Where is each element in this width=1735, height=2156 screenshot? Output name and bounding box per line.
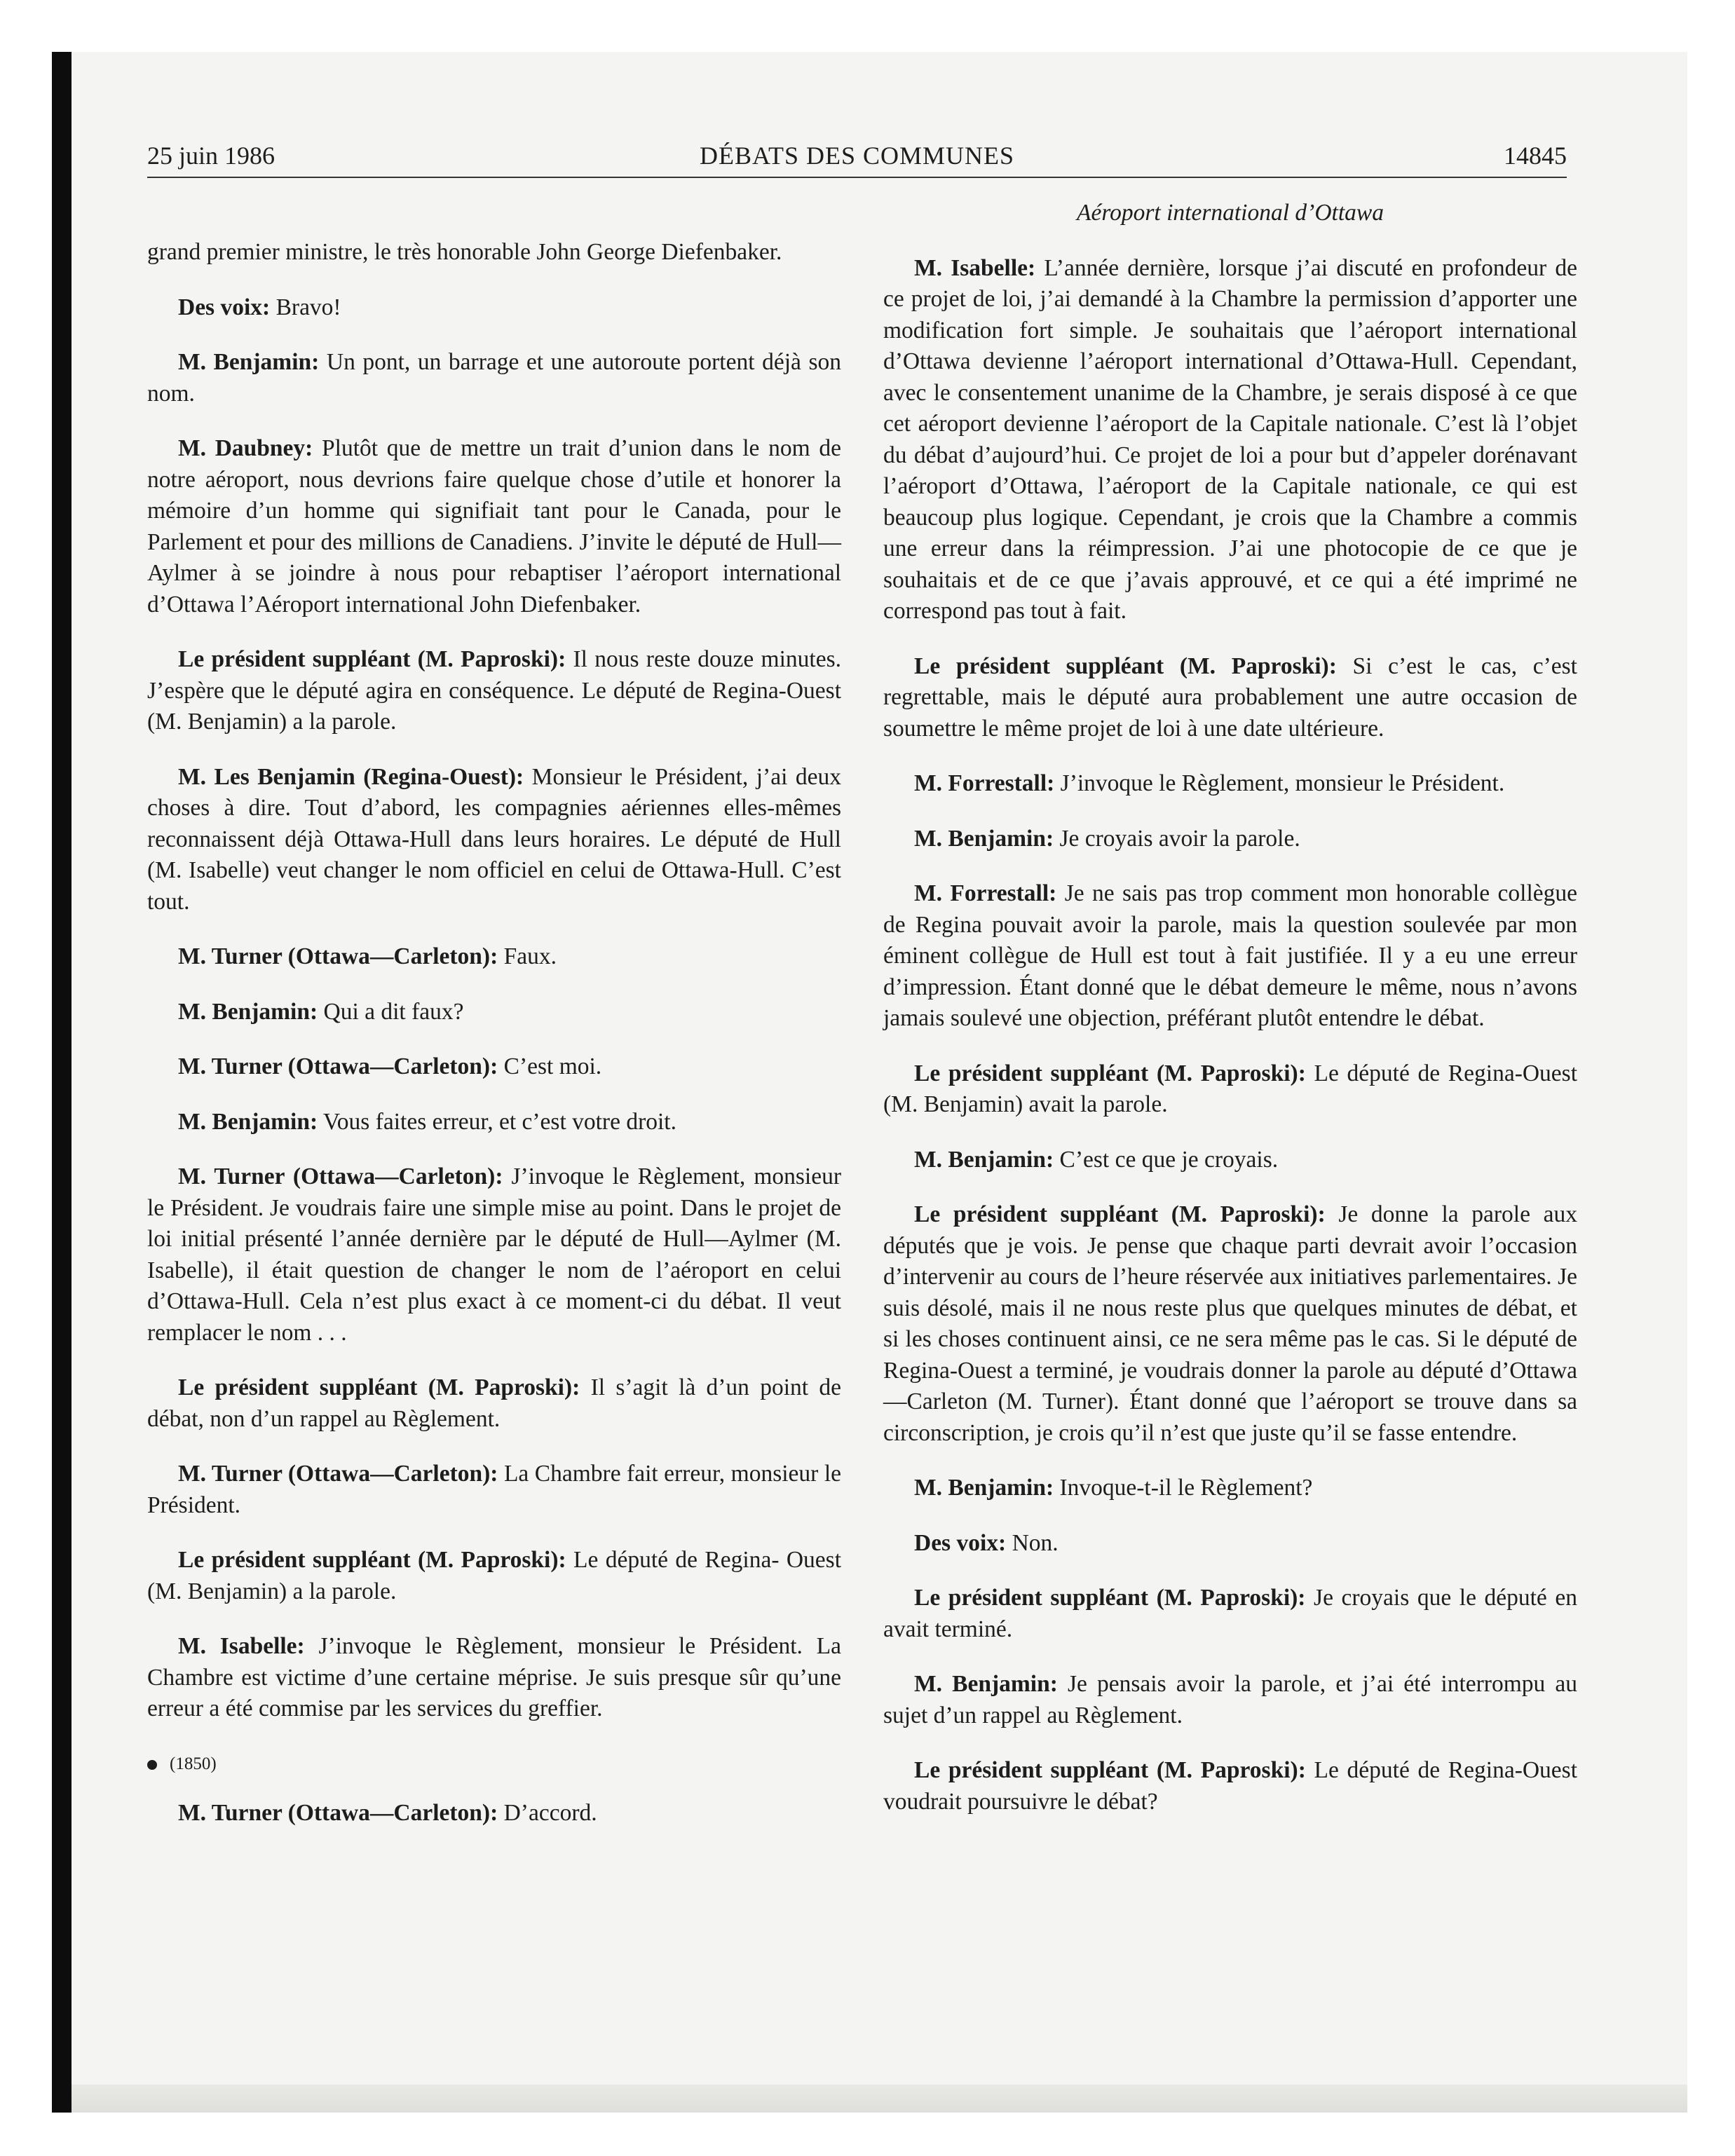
speech-text: Vous faites erreur, et c’est votre droit. [318,1108,676,1135]
speech-text: Le député de Regina-Ouest voudrait poursuivre le débat? [883,1757,1578,1815]
speech-text: Monsieur le Président, j’ai deux choses à dire. Tout d’abord, les compagnies aériennes elles-mêmes reconnaissent déjà Ottawa-Hull dans leurs horaires. Le député de Hull (M. Isabelle) veut changer le nom officiel en celui de Ottawa-Hull. C’est tout. [147,763,841,915]
speaker-name: Le président suppléant (M. Paproski): [178,1374,580,1400]
speech-paragraph [147,347,841,409]
speech-paragraph [883,878,1577,1035]
speech-paragraph [147,1798,841,1829]
speaker-name: M. Benjamin: [914,1475,1054,1501]
speech-paragraph [883,253,1577,627]
speaker-name: M. Turner (Ottawa—Carleton): [178,1053,498,1079]
speech-paragraph [147,292,841,324]
speech-text: C’est ce que je croyais. [1054,1146,1279,1173]
speaker-name: M. Isabelle: [914,254,1036,281]
speech-paragraph [147,941,841,973]
speech-paragraph [883,1669,1577,1731]
speaker-name: Le président suppléant (M. Paproski): [914,1585,1306,1611]
document-page [147,140,1578,2075]
header-page-number: 14845 [1504,142,1567,170]
speaker-name: M. Turner (Ottawa—Carleton): [178,1164,503,1189]
speaker-name: Le président suppléant (M. Paproski): [914,1757,1306,1783]
speaker-name: M. Benjamin: [914,1671,1058,1697]
speech-text: Faux. [498,943,557,969]
speaker-name: M. Forrestall: [914,770,1055,796]
speech-paragraph [883,1755,1577,1817]
speaker-name: M. Benjamin: [914,1146,1054,1173]
speech-text: Je donne la parole aux députés que je vois. Je pense que chaque parti devrait avoir l’occasion d’intervenir au cours de l’heure réservée aux initiatives parlementaires. Je suis désolé, mais il ne nous reste plus que quelques minutes de débat, et si les choses continuent ainsi, ce ne sera même pas le cas. Si le député de Regina-Ouest a terminé, je voudrais donner la parole au député d’Ottawa—Carleton (M. Turner). Étant donné que l’aéroport se trouve dans sa circonscription, je crois qu’il n’est que juste qu’il se fasse entendre. [883,1201,1577,1446]
speech-paragraph [883,1473,1577,1504]
speaker-name: M. Turner (Ottawa—Carleton): [178,1800,498,1826]
speaker-name: M. Benjamin: [178,1108,318,1135]
speech-text: D’accord. [498,1800,597,1826]
bullet-dot-icon [147,1760,157,1770]
speaker-name: M. Daubney: [178,435,313,461]
speech-text: Un pont, un barrage et une autoroute portent déjà son nom. [147,349,841,407]
speech-paragraph [147,1545,841,1607]
speech-paragraph [883,768,1577,800]
header-title: DÉBATS DES COMMUNES [699,142,1015,170]
speech-paragraph [147,1459,841,1521]
speech-paragraph [147,644,841,738]
speaker-name: M. Les Benjamin (Regina-Ouest): [178,763,524,790]
speech-text: J’invoque le Règlement, monsieur le Président. Je voudrais faire une simple mise au point. Dans le projet de loi initial présenté l’année dernière par le député de Hull—Aylmer (M. Isabelle), il était question de changer le nom de l’aéroport en celui d’Ottawa-Hull. Cela n’est plus exact à ce moment-ci du débat. Il veut remplacer le nom . . . [147,1164,841,1346]
speech-paragraph [883,1583,1577,1645]
speech-text: Plutôt que de mettre un trait d’union dans le nom de notre aéroport, nous devrions faire quelque chose d’utile et honorer la mémoire d’un homme qui signifiait tant pour le Canada, pour le Parlement et pour des millions de Canadiens. J’invite le député de Hull—Aylmer à se joindre à nous pour rebaptiser l’aéroport international d’Ottawa l’Aéroport international John Diefenbaker. [147,435,842,618]
speech-paragraph [147,762,841,918]
speech-text: Je croyais avoir la parole. [1054,825,1300,852]
speech-text: Qui a dit faux? [318,998,464,1025]
page-header [147,140,1567,178]
speech-paragraph [147,1372,841,1435]
speech-text: Le député de Regina-Ouest (M. Benjamin) avait la parole. [883,1060,1578,1117]
speech-paragraph [883,824,1577,855]
speech-text: L’année dernière, lorsque j’ai discuté en profondeur de ce projet de loi, j’ai demandé à la Chambre la permission d’apporter une modification fort simple. Je souhaitais que l’aéroport international d’Ottawa devienne l’aéroport international d’Ottawa-Hull. Cependant, avec le consentement unanime de la Chambre, je serais disposé à ce que cet aéroport devienne l’aéroport de la Capitale nationale. C’est là l’objet du débat d’aujourd’hui. Ce projet de loi a pour but d’appeler dorénavant l’aéroport d’Ottawa, l’aéroport de la Capitale nationale, ce qui est beaucoup plus logique. Cependant, je crois que la Chambre a commis une erreur dans la réimpression. J’ai une photocopie de ce que je souhaitais et de ce que j’avais approuvé, et ce qui a été imprimé ne correspond pas tout à fait. [883,254,1577,624]
header-date: 25 juin 1986 [147,142,275,170]
speech-paragraph [147,1051,841,1083]
speech-text: Je croyais que le député en avait terminé. [883,1585,1577,1642]
left-column [147,237,841,1853]
speech-text: Invoque-t-il le Règlement? [1054,1475,1313,1501]
speech-paragraph [883,1199,1577,1449]
speaker-name: Le président suppléant (M. Paproski): [914,1201,1326,1227]
time-marker-text: (1850) [170,1754,217,1773]
speech-paragraph [147,1161,841,1349]
speech-text: J’invoque le Règlement, monsieur le Président. La Chambre est victime d’une certaine méprise. Je suis presque sûr qu’une erreur a été commise par les services du greffier. [147,1633,841,1721]
speech-text: Il nous reste douze minutes. J’espère que le député agira en conséquence. Le député de Regina-Ouest (M. Benjamin) a la parole. [147,646,841,735]
speaker-name: Des voix: [178,294,271,320]
speech-paragraph [883,1145,1577,1176]
speech-paragraph [147,237,841,268]
time-marker [147,1749,841,1780]
speech-text: Non. [1006,1529,1059,1556]
speaker-name: M. Isabelle: [178,1633,305,1659]
speaker-name: M. Benjamin: [178,349,320,375]
speaker-name: M. Turner (Ottawa—Carleton): [178,943,498,969]
speech-paragraph [883,1058,1577,1121]
section-title: Aéroport international d’Ottawa [1077,200,1384,226]
speaker-name: M. Turner (Ottawa—Carleton): [178,1461,498,1487]
speaker-name: M. Benjamin: [914,825,1054,852]
speech-text: grand premier ministre, le très honorable John George Diefenbaker. [147,239,782,265]
speech-text: Bravo! [270,294,341,320]
speaker-name: Le président suppléant (M. Paproski): [178,1547,566,1573]
speech-text: Je ne sais pas trop comment mon honorable collègue de Regina pouvait avoir la parole, mais la question soulevée par mon éminent collègue de Hull est tout à fait justifiée. Il y a eu une erreur d’impression. Étant donné que le débat demeure le même, nous n’avons jamais soulevé une objection, préférant plutôt entendre le débat. [883,880,1577,1031]
speech-text: La Chambre fait erreur, monsieur le Président. [147,1461,841,1518]
speech-paragraph [147,1107,841,1138]
speech-text: J’invoque le Règlement, monsieur le Président. [1054,770,1505,796]
speaker-name: Des voix: [914,1529,1007,1556]
speech-paragraph [883,1528,1577,1560]
speech-text: Il s’agit là d’un point de débat, non d’un rappel au Règlement. [147,1374,841,1432]
speech-paragraph [147,1631,841,1725]
speech-paragraph [883,651,1577,745]
speech-paragraph [147,997,841,1028]
speech-text: Le député de Regina- Ouest (M. Benjamin) a la parole. [147,1547,842,1604]
speaker-name: Le président suppléant (M. Paproski): [914,653,1337,679]
right-column [883,198,1577,1841]
speaker-name: M. Benjamin: [178,998,318,1025]
speech-text: C’est moi. [498,1053,602,1079]
speaker-name: M. Forrestall: [914,880,1057,906]
speech-text: Si c’est le cas, c’est regrettable, mais le député aura probablement une autre occasion de soumettre le même projet de loi à une date ultérieure. [883,653,1577,742]
speech-paragraph [147,433,841,620]
speech-text: Je pensais avoir la parole, et j’ai été interrompu au sujet d’un rappel au Règlement. [883,1671,1577,1728]
speaker-name: Le président suppléant (M. Paproski): [914,1060,1306,1086]
speaker-name: Le président suppléant (M. Paproski): [178,646,566,672]
